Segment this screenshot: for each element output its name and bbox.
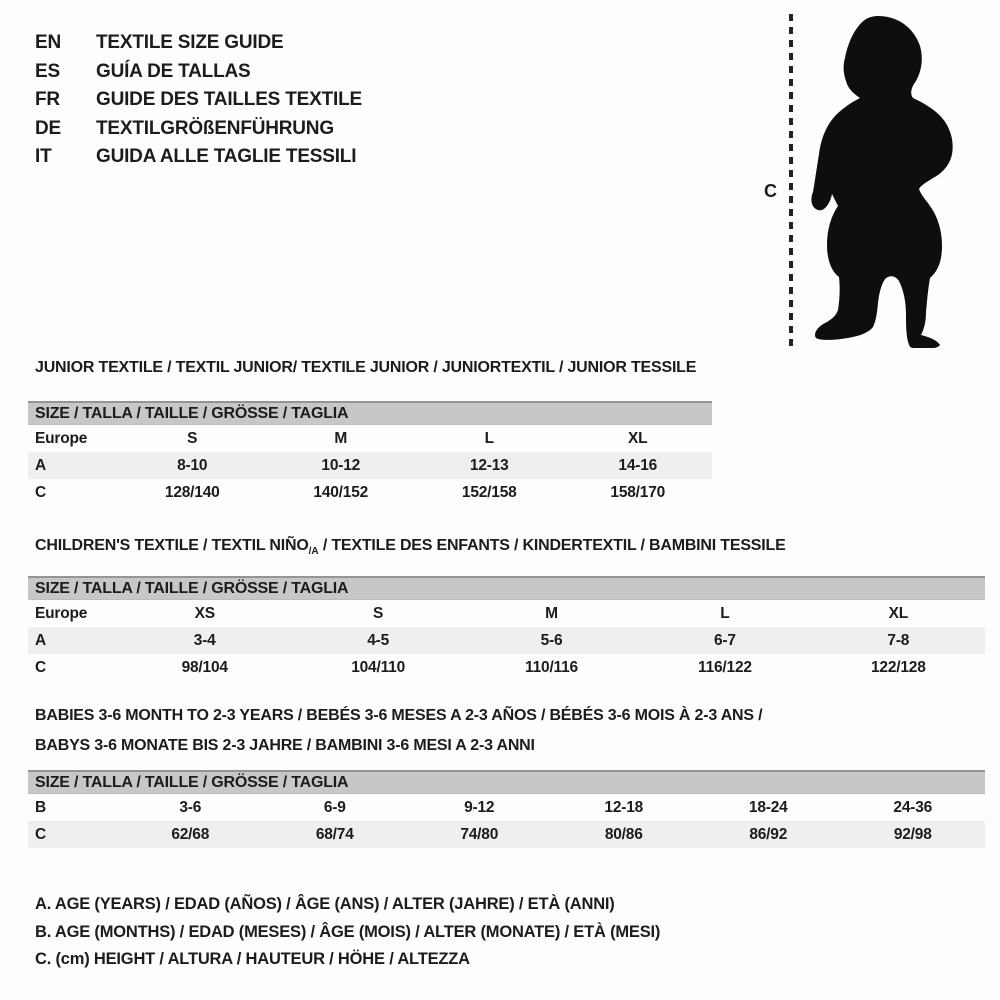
size-cell: L <box>484 430 494 447</box>
language-title: TEXTILE SIZE GUIDE <box>96 32 284 53</box>
language-row <box>35 29 362 58</box>
language-code: ES <box>35 60 60 82</box>
language-title: TEXTILGRÖßENFÜHRUNG <box>96 117 334 139</box>
size-cell: 6-7 <box>714 632 736 649</box>
row-label: A <box>35 632 46 649</box>
size-cell: 10-12 <box>321 457 361 474</box>
table-row <box>28 821 985 848</box>
size-cell: XS <box>194 605 215 622</box>
size-cell: 4-5 <box>367 632 390 649</box>
size-cell: 18-24 <box>748 799 788 816</box>
language-title: GUIDE DES TAILLES TEXTILE <box>96 89 362 111</box>
table-row <box>28 654 985 681</box>
size-cell: S <box>187 430 198 447</box>
size-cell: 122/128 <box>871 659 926 676</box>
size-cell: 128/140 <box>164 484 220 501</box>
row-label: C <box>35 826 46 843</box>
table-row <box>28 627 985 654</box>
size-cell: 98/104 <box>181 659 228 676</box>
row-label: C <box>35 659 46 676</box>
children-title-pre: CHILDREN'S TEXTILE / TEXTIL NIÑO <box>35 537 309 554</box>
babies-size-table <box>28 770 985 848</box>
language-code: IT <box>35 146 52 168</box>
language-title: GUIDA ALLE TAGLIE TESSILI <box>96 146 357 168</box>
size-cell: 3-4 <box>193 632 216 649</box>
text-line: B. AGE (MONTHS) / EDAD (MESES) / ÂGE (MOIS) / ALTER (MONATE) / ETÀ (MESI) <box>35 922 661 941</box>
junior-size-table <box>28 401 712 506</box>
size-cell: 158/170 <box>610 484 666 501</box>
text-line: BABIES 3-6 MONTH TO 2-3 YEARS / BEBÉS 3-6 MESES A 2-3 AÑOS / BÉBÉS 3-6 MOIS À 2-3 ANS / <box>35 707 763 724</box>
table-row <box>28 794 985 821</box>
language-list <box>35 29 362 172</box>
size-cell: 92/98 <box>893 826 932 843</box>
size-cell: L <box>720 605 730 622</box>
language-row <box>35 115 362 144</box>
size-cell: 152/158 <box>461 484 517 501</box>
size-cell: 110/116 <box>525 659 578 676</box>
language-code: DE <box>35 117 61 139</box>
size-cell: 86/92 <box>749 826 788 843</box>
table-row <box>28 600 985 627</box>
row-label: B <box>35 799 46 816</box>
text-line: BABYS 3-6 MONATE BIS 2-3 JAHRE / BAMBINI 3-6 MESI A 2-3 ANNI <box>35 737 535 754</box>
size-cell: 12-18 <box>604 799 644 816</box>
size-cell: 68/74 <box>315 826 354 843</box>
size-cell: 140/152 <box>313 484 369 501</box>
language-code: FR <box>35 89 60 111</box>
size-cell: 116/122 <box>698 659 752 676</box>
size-cell: 14-16 <box>618 457 658 474</box>
language-title: GUÍA DE TALLAS <box>96 60 251 82</box>
size-cell: 8-10 <box>177 457 208 474</box>
language-row <box>35 143 362 172</box>
text-line: C. (cm) HEIGHT / ALTURA / HAUTEUR / HÖHE / ALTEZZA <box>35 950 470 969</box>
table-header-band: SIZE / TALLA / TAILLE / GRÖSSE / TAGLIA <box>28 576 985 600</box>
height-marker-label: C <box>764 181 777 201</box>
babies-section-title <box>35 701 762 761</box>
language-row <box>35 86 362 115</box>
row-label: A <box>35 457 46 474</box>
table-row <box>28 479 712 506</box>
children-size-table <box>28 576 985 681</box>
size-cell: 12-13 <box>469 457 509 474</box>
size-cell: M <box>545 605 558 622</box>
junior-section-title: JUNIOR TEXTILE / TEXTIL JUNIOR/ TEXTILE JUNIOR / JUNIORTEXTIL / JUNIOR TESSILE <box>35 359 697 376</box>
children-title-post: / TEXTILE DES ENFANTS / KINDERTEXTIL / BAMBINI TESSILE <box>318 537 786 554</box>
size-cell: 9-12 <box>464 799 495 816</box>
table-row <box>28 425 712 452</box>
table-header-band: SIZE / TALLA / TAILLE / GRÖSSE / TAGLIA <box>28 401 712 425</box>
size-cell: XL <box>628 430 648 447</box>
size-cell: 6-9 <box>323 799 346 816</box>
size-cell: 74/80 <box>460 826 499 843</box>
size-cell: 3-6 <box>179 799 202 816</box>
text-line: A. AGE (YEARS) / EDAD (AÑOS) / ÂGE (ANS) / ALTER (JAHRE) / ETÀ (ANNI) <box>35 895 615 913</box>
children-title-subscript: /A <box>308 546 319 557</box>
size-cell: 24-36 <box>893 799 933 816</box>
row-label: Europe <box>35 430 88 447</box>
legend <box>35 891 660 974</box>
size-cell: 104/110 <box>351 659 405 676</box>
table-header-band: SIZE / TALLA / TAILLE / GRÖSSE / TAGLIA <box>28 770 985 794</box>
language-code: EN <box>35 32 61 53</box>
size-cell: 7-8 <box>887 632 910 649</box>
size-cell: 62/68 <box>171 826 210 843</box>
row-label: Europe <box>35 605 88 622</box>
row-label: C <box>35 484 46 501</box>
language-row <box>35 58 362 87</box>
size-cell: S <box>373 605 384 622</box>
size-cell: 5-6 <box>540 632 563 649</box>
height-dotted-line <box>789 14 793 346</box>
size-cell: M <box>334 430 348 447</box>
size-cell: 80/86 <box>604 826 643 843</box>
children-section-title <box>35 536 786 562</box>
size-cell: XL <box>888 605 909 622</box>
toddler-silhouette-icon <box>800 8 960 348</box>
table-row <box>28 452 712 479</box>
